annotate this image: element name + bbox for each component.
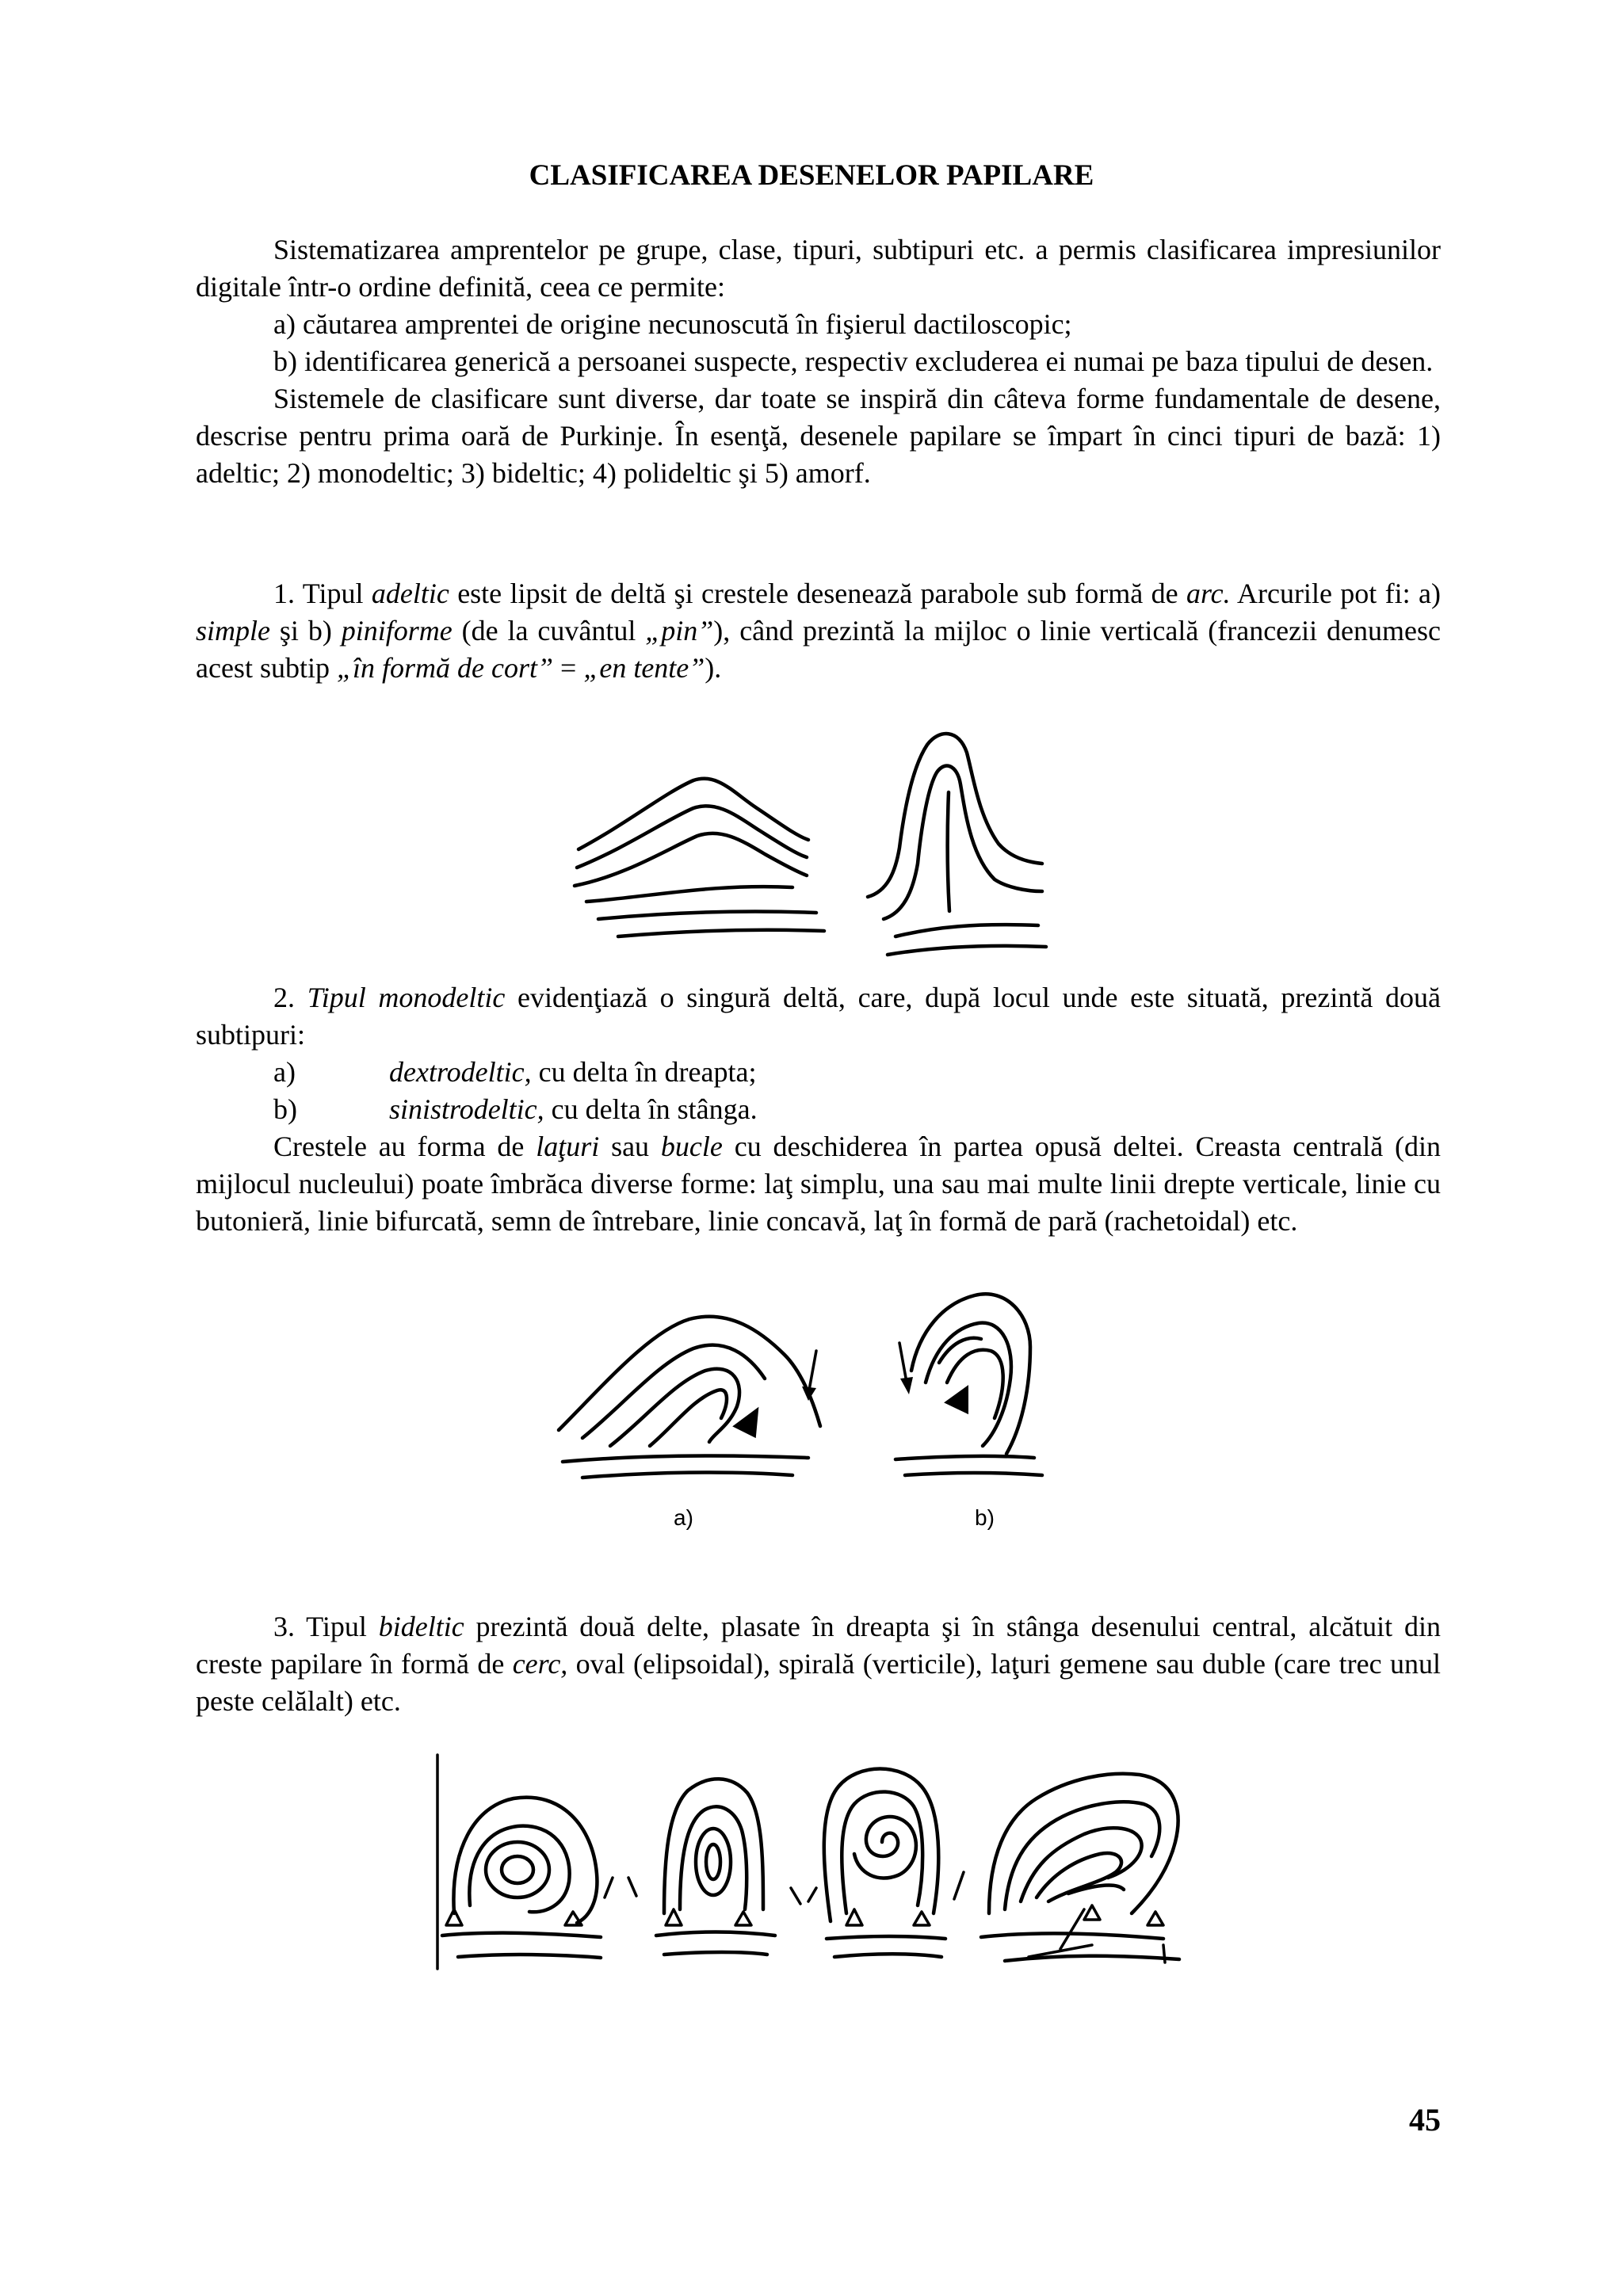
term-en-tente: „en tente” <box>583 652 705 684</box>
text-run: evidenţiază o singură deltă, care, după locul unde este situată, prezintă două subtipuri: <box>196 982 1442 1051</box>
text-run: prezintă două delte, plasate în dreapta şi în stânga desenului central, alcătuit din creste papilare în formă de <box>196 1611 1441 1680</box>
term-pin: „pin” <box>645 615 714 646</box>
term-cerc: cerc, <box>512 1648 568 1680</box>
figure-arches <box>555 729 1078 967</box>
text-run: Crestele au forma de <box>273 1131 537 1162</box>
figure-label-a: a) <box>674 1505 693 1530</box>
section-monodeltic-paragraph <box>196 979 1441 1054</box>
text-run: 3. Tipul <box>273 1611 379 1642</box>
term-piniforme: piniforme <box>341 615 453 646</box>
text-run: = <box>553 652 584 684</box>
term-sinistrodeltic: sinistrodeltic, <box>389 1093 544 1125</box>
arrow-icon <box>605 1878 613 1897</box>
figure-loops <box>547 1268 1054 1537</box>
intro-block <box>196 231 1441 492</box>
text-run: sau <box>599 1131 661 1162</box>
term-bucle: bucle <box>660 1131 723 1162</box>
arrowhead-icon <box>802 1386 816 1401</box>
section-bideltic-paragraph <box>196 1608 1441 1720</box>
text-run: ), când prezintă la mijloc o linie verticală (francezii denumesc acest subtip <box>196 615 1441 684</box>
text-run: cu delta în stânga. <box>544 1093 758 1125</box>
whorl-drawings <box>434 1755 1203 1985</box>
delta-triangle-icon <box>735 1912 751 1925</box>
text-run: ). <box>705 652 722 684</box>
delta-triangle-icon <box>666 1909 682 1925</box>
delta-triangle-icon <box>446 1909 462 1925</box>
term-cort: „în formă de cort” <box>336 652 553 684</box>
section-monodeltic <box>196 979 1441 1240</box>
spiral-whorl-drawing <box>824 1769 964 1958</box>
page-title: CLASIFICAREA DESENELOR PAPILARE <box>529 159 1094 192</box>
delta-triangle-icon <box>735 1410 757 1436</box>
term-bideltic: bideltic <box>378 1611 464 1642</box>
list-label: b) <box>273 1093 297 1125</box>
term-dextrodeltic: dextrodeltic, <box>389 1056 532 1088</box>
intro-item-b: b) identificarea generică a persoanei suspecte, respectiv excluderea ei numai pe baza tipului de desen. <box>273 345 1434 377</box>
elliptical-whorl-drawing <box>656 1779 816 1955</box>
list-text <box>389 1054 756 1091</box>
text-run: 2. <box>273 982 307 1013</box>
arrow-icon <box>1163 1945 1165 1962</box>
sinistrodeltic-loop-drawing <box>896 1294 1042 1475</box>
text-run: 1. Tipul <box>273 578 372 609</box>
double-loop-whorl-drawing <box>981 1774 1179 1962</box>
list-text <box>389 1091 758 1128</box>
text-run: cu deschiderea în partea opusă deltei. Creasta centrală (din mijlocul nucleului) poate îmbrăca diverse forme: laţ simplu, una sau mai multe linii drepte verticale, linie cu butonieră, linie bifurcată, semn de întrebare, linie concavă, laţ în formă de pară (rachetoidal) etc. <box>196 1131 1441 1237</box>
list-item-dextrodeltic <box>196 1054 1441 1091</box>
simple-arch-drawing <box>575 779 824 936</box>
arrowhead-icon <box>900 1377 913 1394</box>
text-run: Arcurile pot fi: a) <box>1230 578 1442 609</box>
delta-triangle-icon <box>846 1909 862 1925</box>
intro-paragraph-systems: Sistemele de clasificare sunt diverse, dar toate se inspiră din câteva forme fundamentale de desene, descrise pentru prima oară de Purkinje. În esenţă, desenele papilare se împart în cinci tipuri de bază: 1) adeltic; 2) monodeltic; 3) bideltic; 4) polideltic şi 5) amorf. <box>196 383 1441 489</box>
text-run: oval (elipsoidal), spirală (verticile), laţuri gemene sau duble (care trec unul peste celălalt) etc. <box>196 1648 1441 1717</box>
arrow-icon <box>954 1872 964 1899</box>
loop-drawings <box>547 1268 1054 1537</box>
text-run: este lipsit de deltă şi crestele desenează parabole sub formă de <box>449 578 1186 609</box>
intro-paragraph: Sistematizarea amprentelor pe grupe, clase, tipuri, subtipuri etc. a permis clasificarea impresiunilor digitale într-o ordine definită, ceea ce permite: <box>196 234 1441 303</box>
arch-drawings <box>555 729 1078 967</box>
arrow-icon <box>628 1878 636 1896</box>
term-simple: simple <box>196 615 270 646</box>
text-run: şi b) <box>270 615 342 646</box>
figure-whorls <box>434 1755 1203 1985</box>
delta-triangle-icon <box>1084 1905 1100 1920</box>
delta-triangle-icon <box>565 1912 582 1925</box>
intro-item-a: a) căutarea amprentei de origine necunoscută în fişierul dactiloscopic; <box>273 308 1072 340</box>
list-label: a) <box>273 1056 296 1088</box>
page-number: 45 <box>1409 2102 1441 2138</box>
concentric-whorl-drawing <box>442 1798 636 1958</box>
dextrodeltic-loop-drawing <box>559 1317 820 1478</box>
section-adeltic-paragraph <box>196 575 1441 687</box>
figure-label-b: b) <box>975 1505 995 1530</box>
term-arc: arc. <box>1186 578 1231 609</box>
delta-triangle-icon <box>1148 1912 1163 1925</box>
term-laturi: laţuri <box>536 1131 600 1162</box>
tented-arch-drawing <box>868 734 1046 955</box>
text-run: cu delta în dreapta; <box>531 1056 757 1088</box>
arrow-icon <box>808 1888 816 1901</box>
section-bideltic <box>196 1608 1441 1720</box>
section-monodeltic-ridges-paragraph <box>196 1128 1441 1240</box>
text-run: (de la cuvântul <box>452 615 646 646</box>
term-tipul-monodeltic: Tipul monodeltic <box>307 982 506 1013</box>
arrow-icon <box>791 1888 800 1904</box>
term-adeltic: adeltic <box>371 578 449 609</box>
delta-triangle-icon <box>914 1912 930 1925</box>
arrow-icon <box>1060 1909 1084 1949</box>
delta-triangle-icon <box>947 1388 967 1412</box>
section-adeltic <box>196 575 1441 687</box>
list-item-sinistrodeltic <box>196 1091 1441 1128</box>
